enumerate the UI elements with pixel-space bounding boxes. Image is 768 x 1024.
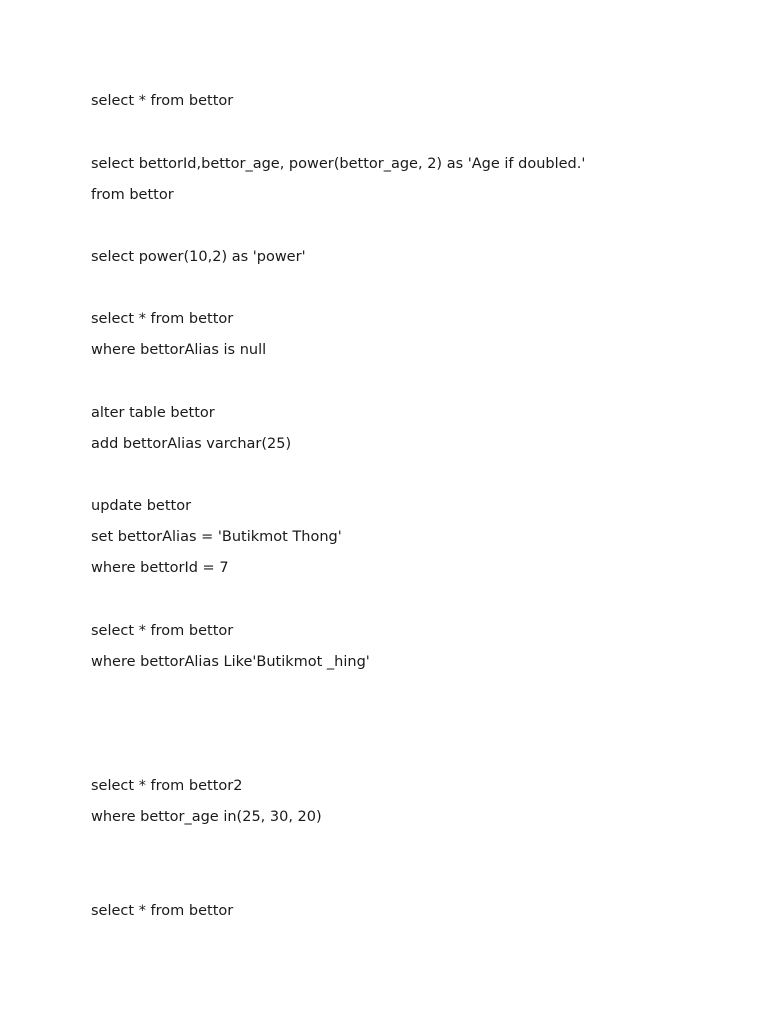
sql-line: select * from bettor	[91, 903, 234, 919]
sql-line: where bettorId = 7	[91, 560, 229, 576]
sql-line: where bettorAlias Like'Butikmot _hing'	[91, 654, 370, 670]
sql-line: set bettorAlias = 'Butikmot Thong'	[91, 529, 342, 545]
sql-line: alter table bettor	[91, 405, 215, 421]
sql-line: select * from bettor	[91, 93, 234, 109]
sql-line: select * from bettor	[91, 311, 234, 327]
sql-line: where bettorAlias is null	[91, 342, 267, 358]
sql-line: update bettor	[91, 498, 192, 514]
sql-line: select bettorId,bettor_age, power(bettor_age, 2) as 'Age if doubled.'	[91, 156, 586, 172]
sql-line: select * from bettor	[91, 623, 234, 639]
sql-line: select * from bettor2	[91, 778, 243, 794]
sql-line: add bettorAlias varchar(25)	[91, 436, 292, 452]
sql-line: where bettor_age in(25, 30, 20)	[91, 809, 322, 825]
sql-line: from bettor	[91, 187, 174, 203]
sql-line: select power(10,2) as 'power'	[91, 249, 306, 265]
